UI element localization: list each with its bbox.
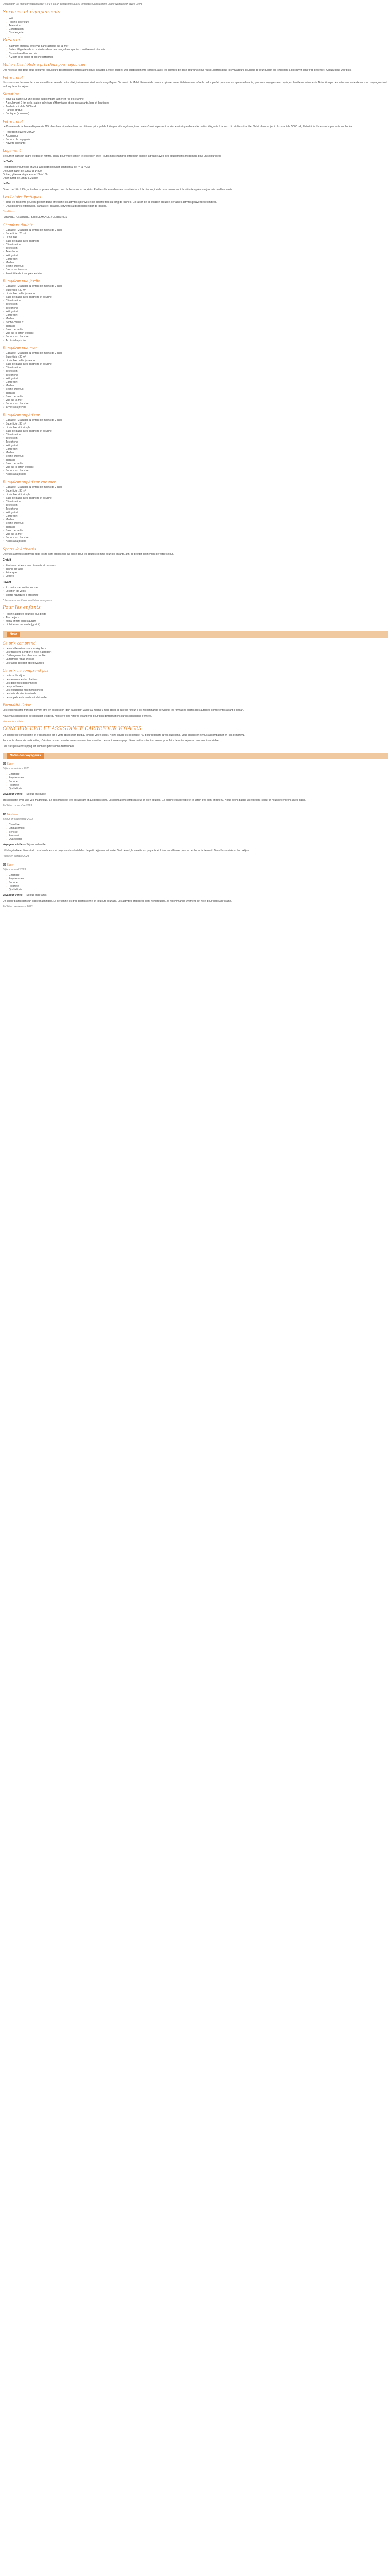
- prix-pas-item: • Le supplément chambre individuelle: [3, 696, 388, 700]
- service-item: ▪ Conciergerie: [6, 31, 388, 35]
- prix-pas-list: [3, 674, 388, 700]
- tarif-line: Dîner buffet de 18h30 à 21h30: [3, 177, 38, 180]
- room-feature: • Téléphone: [3, 250, 388, 254]
- room-feature: • Lit double ou lits jumeaux: [3, 292, 388, 296]
- service-item: ▪ Télévision: [6, 24, 388, 28]
- loisirs-list: [3, 201, 388, 208]
- review-criteria: [6, 823, 388, 841]
- review-criterion: ▪ Chambre: [6, 874, 388, 877]
- review-author: Voyageur vérifié: [3, 843, 23, 846]
- prix-comprend-item: • La formule repas choisie: [3, 658, 388, 662]
- hotel2-list: [3, 131, 388, 145]
- review-date: Séjour en août 2023: [3, 868, 26, 871]
- loisirs-item: • Deux piscines extérieures, transats et parasols, serviettes à disposition et bar de piscine.: [3, 205, 388, 208]
- room-feature: • Capacité : 2 adultes (1 enfant de moins de 2 ans): [3, 285, 388, 289]
- hotel2-item: • Service de bagagerie: [3, 138, 388, 142]
- reviews-list: [3, 762, 388, 909]
- prix-comprend-list: [3, 647, 388, 665]
- prix-comprend-title: Ce prix comprend: [3, 641, 36, 646]
- hotel-title: Votre hôtel: [3, 76, 23, 80]
- hotel2-text: Le Domaine de la Pointe dispose de 225 chambres réparties dans un bâtiment principal de 2 étages et bungalows, tous dotés d'un équipement moderne ainsi que d'une décoration élégante à la fois chic et décontractée. Niché dans un jardin luxuriant de 5000 m2, il bénéficie d'une vue imprenable sur l'océan.: [3, 125, 354, 128]
- room-feature: • Lit double: [3, 236, 388, 240]
- room-feature: • Salle de bains avec baignoire et douche: [3, 430, 388, 433]
- room-feature: • Service en chambre: [3, 335, 388, 339]
- room-feature: • Lit double ou lits jumeaux: [3, 359, 388, 363]
- prix-pas-title: Ce prix ne comprend pas: [3, 669, 49, 673]
- conditions-text: PAYANTE / GRATUITE / SUR DEMANDE / CERTAINES: [3, 216, 67, 219]
- situation-title: Situation: [3, 92, 20, 96]
- review-trip: Séjour en famille: [26, 843, 46, 846]
- tarifs-list: [3, 166, 388, 180]
- room-feature: • Superficie : 35 m²: [3, 489, 388, 493]
- review-header: [3, 863, 388, 867]
- prix-pas-item: • Les pourboires: [3, 685, 388, 689]
- room-feature: • Service en chambre: [3, 469, 388, 473]
- bungalow-mer-list: [3, 352, 388, 410]
- room-feature: • Capacité : 3 adultes (1 enfant de moins de 2 ans): [3, 486, 388, 489]
- review-text: Hôtel agréable et bien situé. Les chambres sont propres et confortables. Le petit déjeuner est varié. Seul bémol, la navette est payante et il faut un véhicule pour se déplacer facilement. Dans l'ensemble un bon séjour.: [3, 849, 250, 852]
- sports-free-item: • Fitness: [3, 575, 388, 579]
- formalite-link[interactable]: Voir les formalités: [3, 720, 23, 723]
- bungalow-mer-title: Bungalow vue mer: [3, 346, 37, 350]
- room-feature: • Télévision: [3, 437, 388, 440]
- tarifs-title: Le Tarifs: [3, 160, 13, 163]
- conditions-label: Conditions: [3, 210, 15, 213]
- review-criterion: ▪ Propreté: [6, 834, 388, 838]
- room-feature: • Superficie : 35 m²: [3, 422, 388, 426]
- reviews-header: Notes des voyageurs: [7, 753, 44, 759]
- room-feature: • Terrasse: [3, 325, 388, 328]
- review-header: [3, 762, 388, 766]
- sports-paid-item: • Location de vélos: [3, 590, 388, 594]
- room-feature: • Climatisation: [3, 243, 388, 247]
- mahe-text: Des hôtels à prix doux pour séjourner : plusieurs des meilleurs hôtels à prix doux, adaptés à votre budget. Des établissements simples, avec les services de base pour un séjour réussi, parfaits pour les voyageurs soucieux de leur budget qui cherchent à découvrir sans trop dépenser. Cliquez pour voir plus.: [3, 69, 352, 72]
- services-title: Services et équipements: [3, 10, 61, 15]
- situation-list: [3, 98, 388, 116]
- logement-text: Séjournez dans un cadre élégant et raffiné, conçu pour votre confort et votre bien-être. Toutes nos chambres offrent un espace agréable avec des équipements modernes, pour un séjour idéal.: [3, 155, 222, 158]
- review-label: Très bien: [7, 813, 18, 816]
- prix-pas-item: • Les frais de visa éventuels: [3, 692, 388, 696]
- bungalow-sup-title: Bungalow supérieur: [3, 413, 40, 417]
- resume-title: Résumé: [3, 38, 22, 43]
- room-feature: • Capacité : 3 adultes (1 enfant de moins de 2 ans): [3, 419, 388, 422]
- review-criterion: ▪ Emplacement: [6, 827, 388, 831]
- room-feature: • Salon de jardin: [3, 328, 388, 332]
- room-feature: • Climatisation: [3, 433, 388, 437]
- room-feature: • Téléphone: [3, 307, 388, 310]
- room-feature: • Climatisation: [3, 366, 388, 370]
- room-feature: • Sèche-cheveux: [3, 522, 388, 526]
- formalite-title: Formalité Grise: [3, 703, 31, 707]
- logement-title: Logement: [3, 149, 21, 153]
- review-author: Voyageur vérifié: [3, 894, 23, 897]
- resume-list: [6, 45, 388, 59]
- review-label: Super: [7, 762, 14, 766]
- enfants-item: • Menu enfant au restaurant: [3, 620, 388, 623]
- review-card: [3, 813, 388, 858]
- room-feature: • Climatisation: [3, 299, 388, 303]
- review-trip: Séjour en couple: [26, 793, 46, 796]
- room-feature: • Coffre-fort: [3, 314, 388, 317]
- room-feature: • Service en chambre: [3, 402, 388, 406]
- room-feature: • Minibar: [3, 317, 388, 321]
- resume-item: ▪ À 2 km de la plage et proche d'Hermès: [6, 56, 388, 59]
- sports-title: Sports & Activités: [3, 547, 36, 551]
- review-text: Très bel hôtel avec une vue magnifique. Le personnel est très accueillant et aux petits soins. Les bungalows sont spacieux et bien équipés. La piscine est agréable et le jardin très bien entretenu. Nous avons passé un excellent séjour et nous reviendrons avec plaisir.: [3, 799, 306, 802]
- room-feature: • Sèche-cheveux: [3, 455, 388, 459]
- sports-free-item: • Tennis de table: [3, 568, 388, 571]
- review-text: Un séjour parfait dans un cadre magnifique. Le personnel est très professionnel et toujours souriant. Les activités proposées sont nombreuses. Je recommande vivement cet hôtel pour découvrir Mahé.: [3, 900, 232, 903]
- review-criterion: ▪ Service: [6, 831, 388, 834]
- room-feature: • Vue sur la mer: [3, 533, 388, 536]
- review-criterion: ▪ Service: [6, 881, 388, 885]
- room-feature: • Superficie : 25 m²: [3, 232, 388, 236]
- room-feature: • Salle de bains avec baignoire et douche: [3, 296, 388, 299]
- review-posted: Publié en octobre 2023: [3, 855, 29, 858]
- room-feature: • Salle de bains avec baignoire et douche: [3, 497, 388, 500]
- sports-free-label: Gratuit :: [3, 558, 13, 562]
- room-feature: • Minibar: [3, 261, 388, 265]
- room-feature: • Capacité : 2 adultes (1 enfant de moins de 2 ans): [3, 352, 388, 355]
- review-score: 5/5: [3, 762, 6, 766]
- review-author-line: Voyageur vérifié — Séjour en famille: [3, 843, 46, 846]
- enfants-item: • Aire de jeux: [3, 616, 388, 620]
- bungalow-sup-mer-title: Bungalow supérieur vue mer: [3, 480, 56, 484]
- tarif-line: Déjeuner buffet de 12h00 à 14h00: [3, 170, 42, 173]
- chambre-double-list: [3, 229, 388, 276]
- room-feature: • Minibar: [3, 384, 388, 388]
- review-card: [3, 863, 388, 909]
- prix-comprend-item: • L'hébergement en chambre double: [3, 654, 388, 658]
- reviews-section-bar: [3, 753, 388, 759]
- room-feature: • Minibar: [3, 518, 388, 522]
- loisirs-item: • Tous les résidents peuvent profiter d'une offre riche en activités sportives et de détente tout au long de l'année. En raison de la situation actuelle, certaines activités peuvent être limitées.: [3, 201, 388, 205]
- sports-text: Diverses activités sportives et de loisirs sont proposées sur place pour les adultes comme pour les enfants, afin de profiter pleinement de votre séjour.: [3, 553, 174, 556]
- room-feature: • Salon de jardin: [3, 395, 388, 399]
- review-criterion: ▪ Service: [6, 780, 388, 784]
- review-card: [3, 762, 388, 808]
- conciergerie-text2: Pour toute demande particulière, n'hésitez pas à contacter notre service client avant ou pendant votre voyage. Nous mettrons tout en œuvre pour faire de votre séjour un moment inoubliable.: [3, 739, 220, 742]
- hotel-text: Nous sommes heureux de vous accueillir au sein de notre hôtel, idéalement situé sur la magnifique côte ouest de Mahé. Entouré de nature tropicale, notre établissement offre le cadre parfait pour une escapade relaxante, que vous voyagiez en couple, en famille ou entre amis. Notre équipe dévouée sera ravie de vous accompagner tout au long de votre séjour.: [3, 81, 387, 88]
- sports-note: * Selon les conditions sanitaires en vigueur: [3, 599, 52, 602]
- review-date: Séjour en septembre 2023: [3, 818, 33, 821]
- room-feature: • Service en chambre: [3, 536, 388, 540]
- review-criterion: ▪ Chambre: [6, 773, 388, 776]
- room-feature: • Vue sur la mer: [3, 399, 388, 402]
- room-feature: • Climatisation: [3, 500, 388, 504]
- room-feature: • Salon de jardin: [3, 529, 388, 533]
- review-author-line: Voyageur vérifié — Séjour en couple: [3, 793, 46, 796]
- tarif-line: Petit déjeuner buffet de 7h30 à 10h (petit déjeuner continental de 7h à 7h30): [3, 166, 90, 169]
- room-feature: • Lit double et lit simple: [3, 426, 388, 430]
- hotel2-item: • Réception ouverte 24h/24: [3, 131, 388, 134]
- prix-pas-item: • Les excursions non mentionnées: [3, 689, 388, 692]
- resume-item: ▪ Bâtiment principal avec vue panoramique sur la mer: [6, 45, 388, 48]
- review-posted: Publié en novembre 2023: [3, 804, 32, 807]
- sports-free-item: • Pétanque: [3, 571, 388, 575]
- room-feature: • Terrasse: [3, 392, 388, 395]
- review-author: Voyageur vérifié: [3, 793, 23, 796]
- loisirs-title: Les Loisirs Pratiques: [3, 195, 41, 199]
- bar-text: Ouvert de 10h à 23h, notre bar propose un large choix de boissons et cocktails. Profitez d'une ambiance conviviale face à la piscine, idéale pour un moment de détente après une journée de découverte.: [3, 188, 233, 191]
- room-feature: • Sèche-cheveux: [3, 321, 388, 325]
- room-feature: • Wifi gratuit: [3, 511, 388, 515]
- room-feature: • Coffre-fort: [3, 258, 388, 261]
- prix-comprend-item: • Les taxes aéroport et redevances: [3, 662, 388, 665]
- room-feature: • Sèche-cheveux: [3, 388, 388, 392]
- room-feature: • Accès à la piscine: [3, 406, 388, 410]
- room-feature: • Coffre-fort: [3, 381, 388, 384]
- review-score: 5/5: [3, 863, 6, 867]
- prix-comprend-item: • Le vol aller-retour sur vols réguliers: [3, 647, 388, 651]
- room-feature: • Télévision: [3, 504, 388, 507]
- mahe-title: Mahé : Des hôtels à prix doux pour séjourner: [3, 63, 86, 67]
- review-criterion: ▪ Emplacement: [6, 776, 388, 780]
- room-feature: • Lit double et lit simple: [3, 493, 388, 497]
- enfants-item: • Piscine adaptée pour les plus petits: [3, 613, 388, 616]
- room-feature: • Salle de bains avec baignoire et douche: [3, 363, 388, 366]
- room-feature: • Balcon ou terrasse: [3, 268, 388, 272]
- situation-item: • Jardin tropical de 5000 m2: [3, 105, 388, 109]
- conciergerie-text: Un service de conciergerie et d'assistance est à votre disposition tout au long de votre séjour. Notre équipe est joignable 7j/7 pour répondre à vos questions, vous conseiller et vous accompagner en cas d'imprévu.: [3, 734, 245, 737]
- resume-item: ▪ Suites élégantes de luxe situées dans des bungalows spacieux entièrement rénovés: [6, 48, 388, 52]
- review-label: Super: [7, 863, 14, 867]
- intro-text: Description (ci-joint correspondance) : Il y a eu un compromis avec Formalités Conciergerie Large Négociation avec Client: [3, 3, 142, 6]
- review-author-line: Voyageur vérifié — Séjour entre amis: [3, 894, 47, 897]
- enfants-list: [3, 613, 388, 627]
- room-feature: • Sèche-cheveux: [3, 265, 388, 268]
- room-feature: • Salle de bains avec baignoire: [3, 240, 388, 243]
- room-feature: • Télévision: [3, 303, 388, 307]
- room-feature: • Coffre-fort: [3, 515, 388, 518]
- review-criterion: ▪ Propreté: [6, 784, 388, 787]
- bar-title: Le Bar: [3, 182, 11, 185]
- review-criterion: ▪ Chambre: [6, 823, 388, 827]
- review-posted: Publié en septembre 2023: [3, 905, 33, 908]
- sports-free-item: • Piscine extérieure avec transats et parasols: [3, 564, 388, 568]
- prix-pas-item: • Les assurances facultatives: [3, 678, 388, 682]
- room-feature: • Accès à la piscine: [3, 540, 388, 544]
- review-score: 4/5: [3, 813, 6, 816]
- formalite-text2: Nous vous conseillons de consulter le site du ministère des Affaires étrangères pour plus d'informations sur les conditions d'entrée.: [3, 715, 152, 718]
- room-feature: • Wifi gratuit: [3, 377, 388, 381]
- room-feature: • Téléphone: [3, 507, 388, 511]
- room-feature: • Terrasse: [3, 526, 388, 529]
- room-feature: • Vue sur le jardin tropical: [3, 466, 388, 469]
- bungalow-sup-list: [3, 419, 388, 477]
- room-feature: • Coffre-fort: [3, 448, 388, 451]
- conciergerie-text3: Des frais peuvent s'appliquer selon les prestations demandées.: [3, 745, 75, 748]
- review-criteria: [6, 773, 388, 791]
- tarif-line: Goûter, gâteaux et glaces de 15h à 16h: [3, 173, 48, 176]
- conciergerie-title: CONCIERGERIE ET ASSISTANCE CARREFOUR VOYAGES: [3, 726, 142, 732]
- review-trip: Séjour entre amis: [26, 894, 47, 897]
- review-criterion: ▪ Qualité/prix: [6, 838, 388, 841]
- hotel2-item: • Navette (payante): [3, 142, 388, 145]
- room-feature: • Vue sur le jardin tropical: [3, 332, 388, 335]
- review-criterion: ▪ Emplacement: [6, 877, 388, 881]
- sports-paid-list: [3, 586, 388, 597]
- situation-item: • Parking gratuit: [3, 109, 388, 112]
- prix-comprend-item: • Les transferts aéroport / hôtel / aéroport: [3, 651, 388, 654]
- review-criterion: ▪ Qualité/prix: [6, 888, 388, 892]
- room-feature: • Wifi gratuit: [3, 444, 388, 448]
- service-item: ▪ Piscine extérieure: [6, 21, 388, 24]
- room-feature: • Capacité : 2 adultes (1 enfant de moins de 2 ans): [3, 229, 388, 232]
- service-item: ▪ Climatisation: [6, 28, 388, 31]
- room-feature: • Télévision: [3, 247, 388, 250]
- room-feature: • Minibar: [3, 451, 388, 455]
- formalite-text: Les ressortissants français doivent être en possession d'un passeport valide au moins 6 mois après la date de retour. Il est recommandé de vérifier les formalités auprès des autorités compétentes avant le départ.: [3, 709, 245, 712]
- enfants-title: Pour les enfants: [3, 605, 41, 611]
- room-feature: • Wifi gratuit: [3, 310, 388, 314]
- room-feature: • Superficie : 30 m²: [3, 289, 388, 292]
- sports-paid-label: Payant :: [3, 581, 13, 584]
- services-list: [6, 17, 388, 35]
- bungalow-jardin-title: Bungalow vue jardin: [3, 279, 41, 283]
- hotel2-title: Votre hôtel: [3, 120, 23, 124]
- room-feature: • Possibilité de lit supplémentaire: [3, 272, 388, 276]
- hotel2-item: • Ascenseur: [3, 134, 388, 138]
- prix-pas-item: • Les dépenses personnelles: [3, 682, 388, 685]
- note-section-bar: [3, 631, 388, 638]
- situation-item: • Boutique (souvenirs): [3, 112, 388, 116]
- room-feature: • Télévision: [3, 370, 388, 374]
- room-feature: • Superficie : 30 m²: [3, 355, 388, 359]
- bungalow-sup-mer-list: [3, 486, 388, 544]
- sports-paid-item: • Sports nautiques à proximité: [3, 594, 388, 597]
- sports-free-list: [3, 564, 388, 579]
- situation-item: • Situé au calme sur une colline surplombant la mer et l'île d'Ste Anne: [3, 98, 388, 101]
- sports-paid-item: • Excursions et sorties en mer: [3, 586, 388, 590]
- resume-item: ▪ Couverture déconnectée: [6, 52, 388, 56]
- room-feature: • Téléphone: [3, 374, 388, 377]
- note-section-label: Note: [7, 632, 20, 637]
- service-item: ▪ Wifi: [6, 17, 388, 21]
- review-date: Séjour en octobre 2023: [3, 767, 29, 770]
- room-feature: • Accès à la piscine: [3, 339, 388, 343]
- review-criteria: [6, 874, 388, 892]
- review-criterion: ▪ Qualité/prix: [6, 787, 388, 791]
- room-feature: • Téléphone: [3, 440, 388, 444]
- bungalow-jardin-list: [3, 285, 388, 343]
- room-feature: • Salon de jardin: [3, 462, 388, 466]
- situation-item: • À seulement 2 km de la station balnéaire d'Hermitage et ses restaurants, bars et boutiques: [3, 101, 388, 105]
- enfants-item: • Lit bébé sur demande (gratuit): [3, 623, 388, 627]
- room-feature: • Wifi gratuit: [3, 254, 388, 258]
- room-feature: • Terrasse: [3, 459, 388, 462]
- room-feature: • Accès à la piscine: [3, 473, 388, 477]
- review-criterion: ▪ Propreté: [6, 885, 388, 888]
- prix-pas-item: • La taxe de séjour: [3, 674, 388, 678]
- review-header: [3, 813, 388, 817]
- chambre-double-title: Chambre double: [3, 223, 33, 227]
